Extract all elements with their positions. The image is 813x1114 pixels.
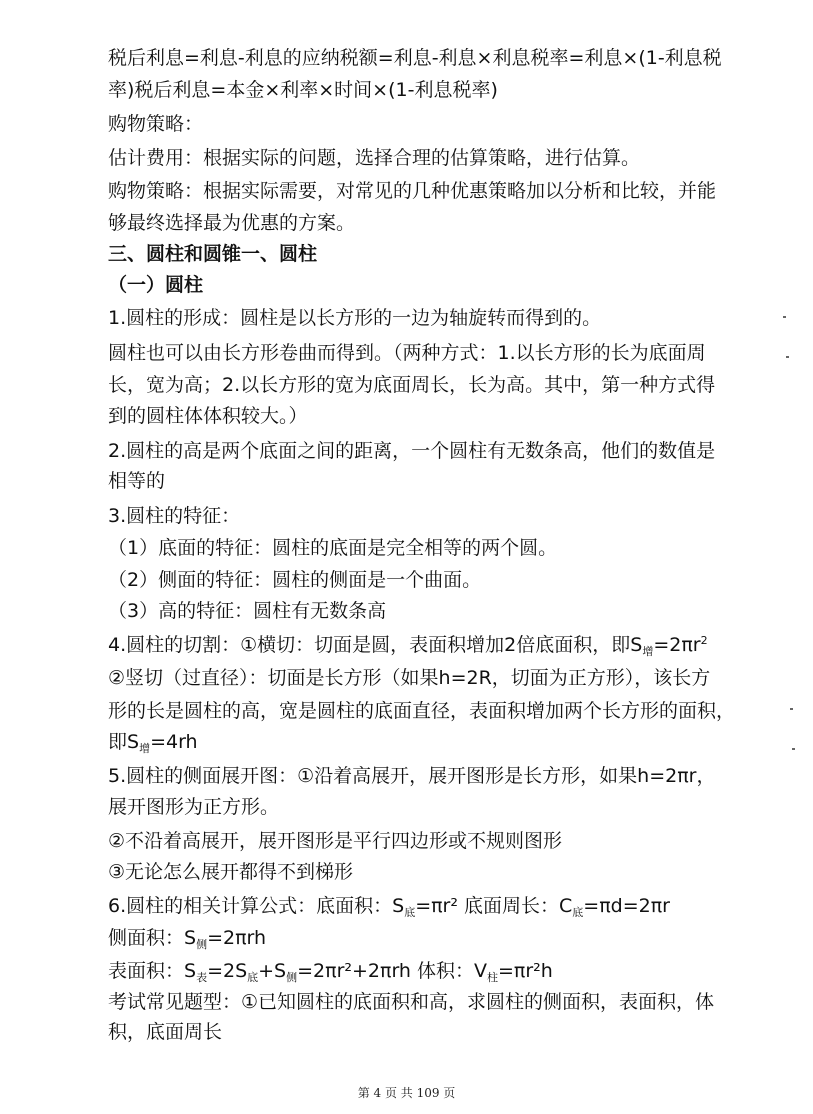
text-line: 形的长是圆柱的高，宽是圆柱的底面直径，表面积增加两个长方形的面积， xyxy=(108,700,736,722)
text-segment: =πd=2πr xyxy=(583,895,670,917)
subscript: 底 xyxy=(572,906,584,919)
page-number-footer: 第 4 页 共 109 页 xyxy=(357,1086,456,1100)
text-line: 相等的 xyxy=(108,470,166,492)
text-line: （3）高的特征：圆柱有无数条高 xyxy=(108,600,387,622)
text-line: 3.圆柱的特征： xyxy=(108,505,241,527)
section-heading: 三、圆柱和圆锥一、圆柱 xyxy=(108,243,318,265)
text-line: （2）侧面的特征：圆柱的侧面是一个曲面。 xyxy=(108,569,482,591)
text-segment: 6.圆柱的相关计算公式：底面积：S xyxy=(108,895,405,917)
text-segment: 表面积：S xyxy=(108,960,197,982)
subscript: 底 xyxy=(247,971,259,984)
subscript: 侧 xyxy=(286,971,298,984)
scan-speck xyxy=(783,316,786,318)
text-segment: =2πrh xyxy=(207,927,267,949)
subscript: 侧 xyxy=(196,938,208,951)
subscript: 柱 xyxy=(487,971,499,984)
text-segment: 即S xyxy=(108,731,140,753)
subscript: 表 xyxy=(196,971,208,984)
text-segment: =πr² 底面周长：C xyxy=(415,895,573,917)
text-line: ②竖切（过直径）：切面是长方形（如果h=2R，切面为正方形），该长方 xyxy=(108,667,711,689)
text-segment: =2πr²+2πrh 体积：V xyxy=(297,960,488,982)
text-line: 2.圆柱的高是两个底面之间的距离，一个圆柱有无数条高，他们的数值是 xyxy=(108,440,716,462)
text-line: 率)税后利息=本金×利率×时间×(1-利息税率) xyxy=(108,79,498,101)
text-line: 税后利息=利息-利息的应纳税额=利息-利息×利息税率=利息×(1-利息税 xyxy=(108,47,722,69)
text-segment: =2S xyxy=(207,960,248,982)
text-line: 够最终选择最为优惠的方案。 xyxy=(108,212,356,234)
superscript: 2 xyxy=(700,634,708,647)
text-line: 1.圆柱的形成：圆柱是以长方形的一边为轴旋转而得到的。 xyxy=(108,307,602,329)
subscript: 增 xyxy=(139,742,151,755)
text-segment: =πr²h xyxy=(498,960,553,982)
subscript: 增 xyxy=(642,645,654,658)
text-line xyxy=(108,955,768,990)
scan-speck xyxy=(792,748,795,750)
text-segment: +S xyxy=(258,960,287,982)
subsection-heading: （一）圆柱 xyxy=(108,274,204,296)
text-line: 到的圆柱体体积较大。） xyxy=(108,405,308,427)
text-line: ②不沿着高展开，展开图形是平行四边形或不规则图形 xyxy=(108,830,563,852)
text-line xyxy=(108,629,768,664)
text-line: 购物策略： xyxy=(108,113,204,135)
text-line xyxy=(108,890,768,925)
text-line xyxy=(108,922,768,957)
text-line: 估计费用：根据实际的问题，选择合理的估算策略，进行估算。 xyxy=(108,147,641,169)
text-segment: 4.圆柱的切割：①横切：切面是圆，表面积增加2倍底面积，即S xyxy=(108,634,643,656)
text-line: ③无论怎么展开都得不到梯形 xyxy=(108,861,354,883)
text-line: 展开图形为正方形。 xyxy=(108,796,280,818)
text-line: 圆柱也可以由长方形卷曲而得到。（两种方式：1.以长方形的长为底面周 xyxy=(108,342,706,364)
scan-speck xyxy=(790,708,793,710)
subscript: 底 xyxy=(404,906,416,919)
text-line: （1）底面的特征：圆柱的底面是完全相等的两个圆。 xyxy=(108,537,558,559)
text-line: 积，底面周长 xyxy=(108,1021,223,1043)
text-line: 考试常见题型：①已知圆柱的底面积和高，求圆柱的侧面积，表面积，体 xyxy=(108,991,715,1013)
scan-speck xyxy=(786,356,789,358)
text-line: 5.圆柱的侧面展开图：①沿着高展开，展开图形是长方形，如果h=2πr， xyxy=(108,765,716,787)
text-line: 长，宽为高；2.以长方形的宽为底面周长，长为高。其中，第一种方式得 xyxy=(108,374,716,396)
text-segment: =2πr xyxy=(653,634,701,656)
text-line: 购物策略：根据实际需要，对常见的几种优惠策略加以分析和比较，并能 xyxy=(108,180,717,202)
text-line xyxy=(108,726,768,761)
text-segment: 侧面积：S xyxy=(108,927,197,949)
text-segment: =4rh xyxy=(150,731,198,753)
